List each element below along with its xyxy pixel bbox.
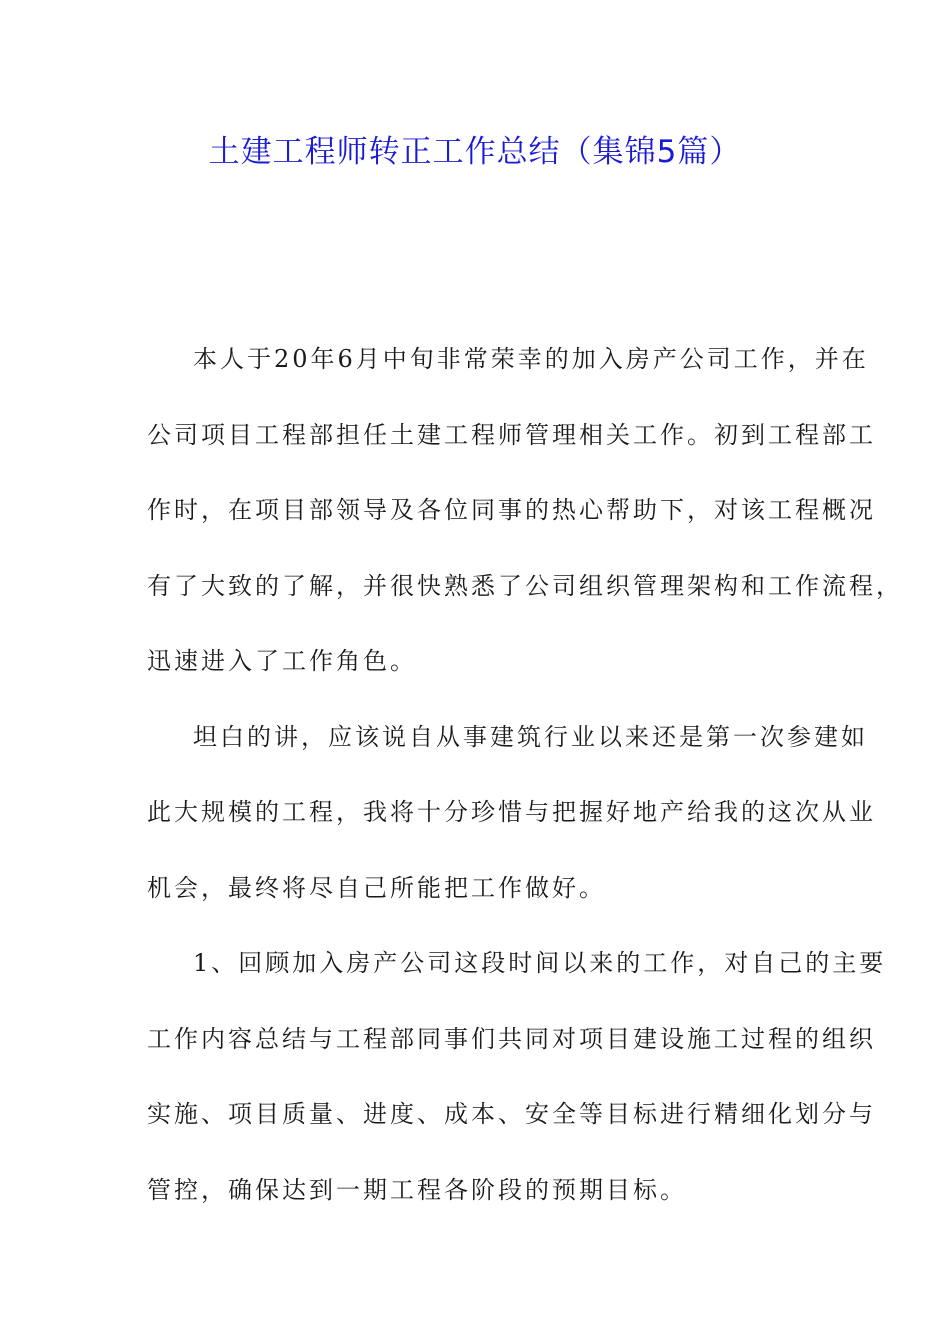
- paragraph-2-line-3: 机会，最终将尽自己所能把工作做好。: [147, 873, 606, 902]
- paragraph-1-line-4: 有了大致的了解，并很快熟悉了公司组织管理架构和工作流程，: [147, 571, 903, 600]
- document-body: [147, 322, 903, 1228]
- paragraph-3-line-1: 1、回顾加入房产公司这段时间以来的工作，对自己的主要: [193, 949, 887, 977]
- paragraph-2-line-2: 此大规模的工程，我将十分珍惜与把握好地产给我的这次从业: [147, 798, 876, 826]
- paragraph-1-line-5: 迅速进入了工作角色。: [147, 647, 417, 675]
- paragraph-2-line-1: 坦白的讲，应该说自从事建筑行业以来还是第一次参建如: [193, 722, 868, 751]
- paragraph-3-line-2: 工作内容总结与工程部同事们共同对项目建设施工过程的组织: [147, 1024, 876, 1053]
- paragraph-1-line-3: 作时，在项目部领导及各位同事的热心帮助下，对该工程概况: [147, 496, 876, 524]
- document-title: 土建工程师转正工作总结（集锦5篇）: [208, 134, 742, 170]
- paragraph-3-line-4: 管控，确保达到一期工程各阶段的预期目标。: [147, 1175, 687, 1204]
- paragraph-1-line-2: 公司项目工程部担任土建工程师管理相关工作。初到工程部工: [147, 420, 876, 449]
- paragraph-3-line-3: 实施、项目质量、进度、成本、安全等目标进行精细化划分与: [147, 1100, 876, 1128]
- paragraph-1-line-1: 本人于20年6月中旬非常荣幸的加入房产公司工作，并在: [193, 345, 869, 373]
